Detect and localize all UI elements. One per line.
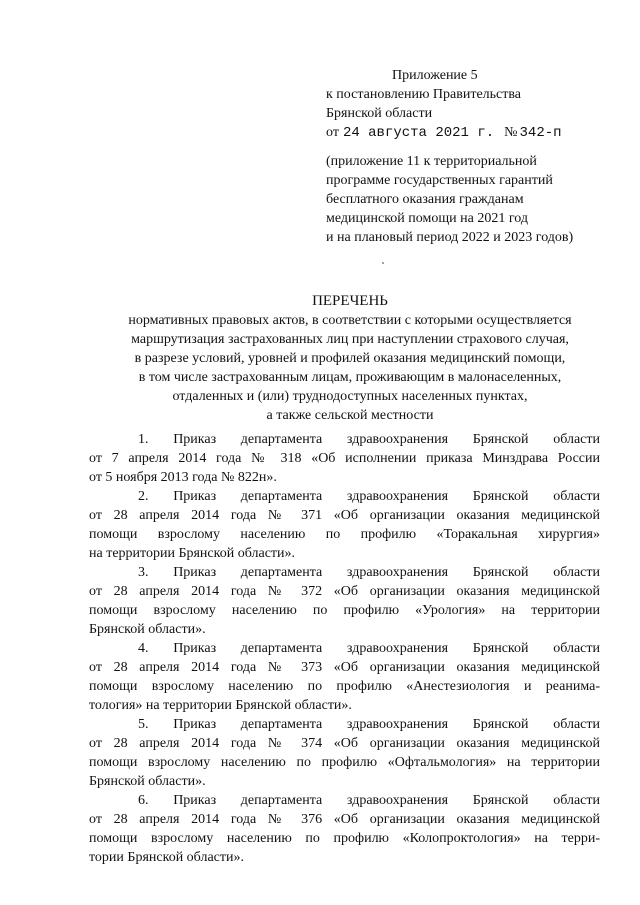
- item-line: помощи взрослому населению по профилю «Офтальмология» на территории: [89, 755, 600, 770]
- title-line: а также сельской местности: [266, 408, 434, 423]
- item-line: от 28 апреля 2014 года № 373 «Об организации оказания медицинской: [89, 660, 600, 675]
- acts-list: [89, 430, 600, 867]
- note-line: бесплатного оказания гражданам: [326, 192, 524, 207]
- item-line: от 7 апреля 2014 года № 318 «Об исполнении приказа Минздрава России: [89, 451, 600, 466]
- item-line: 2. Приказ департамента здравоохранения Брянской области: [138, 489, 600, 504]
- note-line: (приложение 11 к территориальной: [326, 154, 537, 169]
- item-line: на территории Брянской области».: [89, 546, 296, 561]
- date-prefix: от: [326, 125, 339, 140]
- item-line: от 28 апреля 2014 года № 374 «Об организации оказания медицинской: [89, 736, 600, 751]
- decree-number: 342-п: [519, 125, 562, 141]
- item-line: от 28 апреля 2014 года № 376 «Об организации оказания медицинской: [89, 812, 600, 827]
- number-prefix: №: [504, 125, 518, 140]
- item-line: тология» на территории Брянской области».: [89, 698, 352, 713]
- document-title-block: [100, 292, 600, 425]
- item-line: от 28 апреля 2014 года № 372 «Об организации оказания медицинской: [89, 584, 600, 599]
- appendix-note: [326, 152, 626, 247]
- note-line: медицинской помощи на 2021 год: [326, 211, 528, 226]
- item-line: Брянской области».: [89, 622, 206, 637]
- decree-date: 24 августа 2021 г.: [342, 125, 495, 141]
- title-line: маршрутизация застрахованных лиц при наступлении страхового случая,: [131, 332, 569, 347]
- title-line: в том числе застрахованным лицам, проживающим в малонаселенных,: [138, 370, 562, 385]
- list-item: [89, 487, 600, 563]
- item-line: Брянской области».: [89, 774, 206, 789]
- item-line: помощи взрослому населению по профилю «Анестезиология и реанима-: [89, 679, 600, 694]
- appendix-region: Брянской области: [326, 106, 433, 121]
- item-line: 3. Приказ департамента здравоохранения Брянской области: [138, 565, 600, 580]
- list-item: [89, 639, 600, 715]
- document-title: ПЕРЕЧЕНЬ: [312, 293, 388, 309]
- note-line: и на плановый период 2022 и 2023 годов): [326, 230, 574, 245]
- item-line: 4. Приказ департамента здравоохранения Брянской области: [138, 641, 600, 656]
- list-item: [89, 791, 600, 867]
- appendix-decree-ref: к постановлению Правительства: [326, 87, 522, 102]
- item-line: помощи взрослому населению по профилю «Колопроктология» на терри-: [89, 831, 600, 846]
- item-line: от 28 апреля 2014 года № 371 «Об организации оказания медицинской: [89, 508, 600, 523]
- appendix-date-line: [326, 123, 626, 143]
- item-line: 5. Приказ департамента здравоохранения Брянской области: [138, 717, 600, 732]
- scan-dot: [382, 262, 384, 264]
- list-item: [89, 715, 600, 791]
- title-line: в разрезе условий, уровней и профилей оказания медицинский помощи,: [134, 351, 566, 366]
- item-line: тории Брянской области».: [89, 850, 244, 865]
- list-item: [89, 430, 600, 487]
- title-line: отдаленных и (или) труднодоступных населенных пунктах,: [172, 389, 528, 404]
- note-line: программе государственных гарантий: [326, 173, 553, 188]
- item-line: 1. Приказ департамента здравоохранения Брянской области: [138, 432, 600, 447]
- item-line: от 5 ноября 2013 года № 822н».: [89, 470, 277, 485]
- appendix-header: [326, 66, 626, 143]
- list-item: [89, 563, 600, 639]
- title-line: нормативных правовых актов, в соответствии с которыми осуществляется: [128, 313, 572, 328]
- item-line: помощи взрослому населению по профилю «Урология» на территории: [89, 603, 600, 618]
- appendix-number: Приложение 5: [392, 68, 478, 83]
- item-line: помощи взрослому населению по профилю «Торакальная хирургия»: [89, 527, 600, 542]
- item-line: 6. Приказ департамента здравоохранения Брянской области: [138, 793, 600, 808]
